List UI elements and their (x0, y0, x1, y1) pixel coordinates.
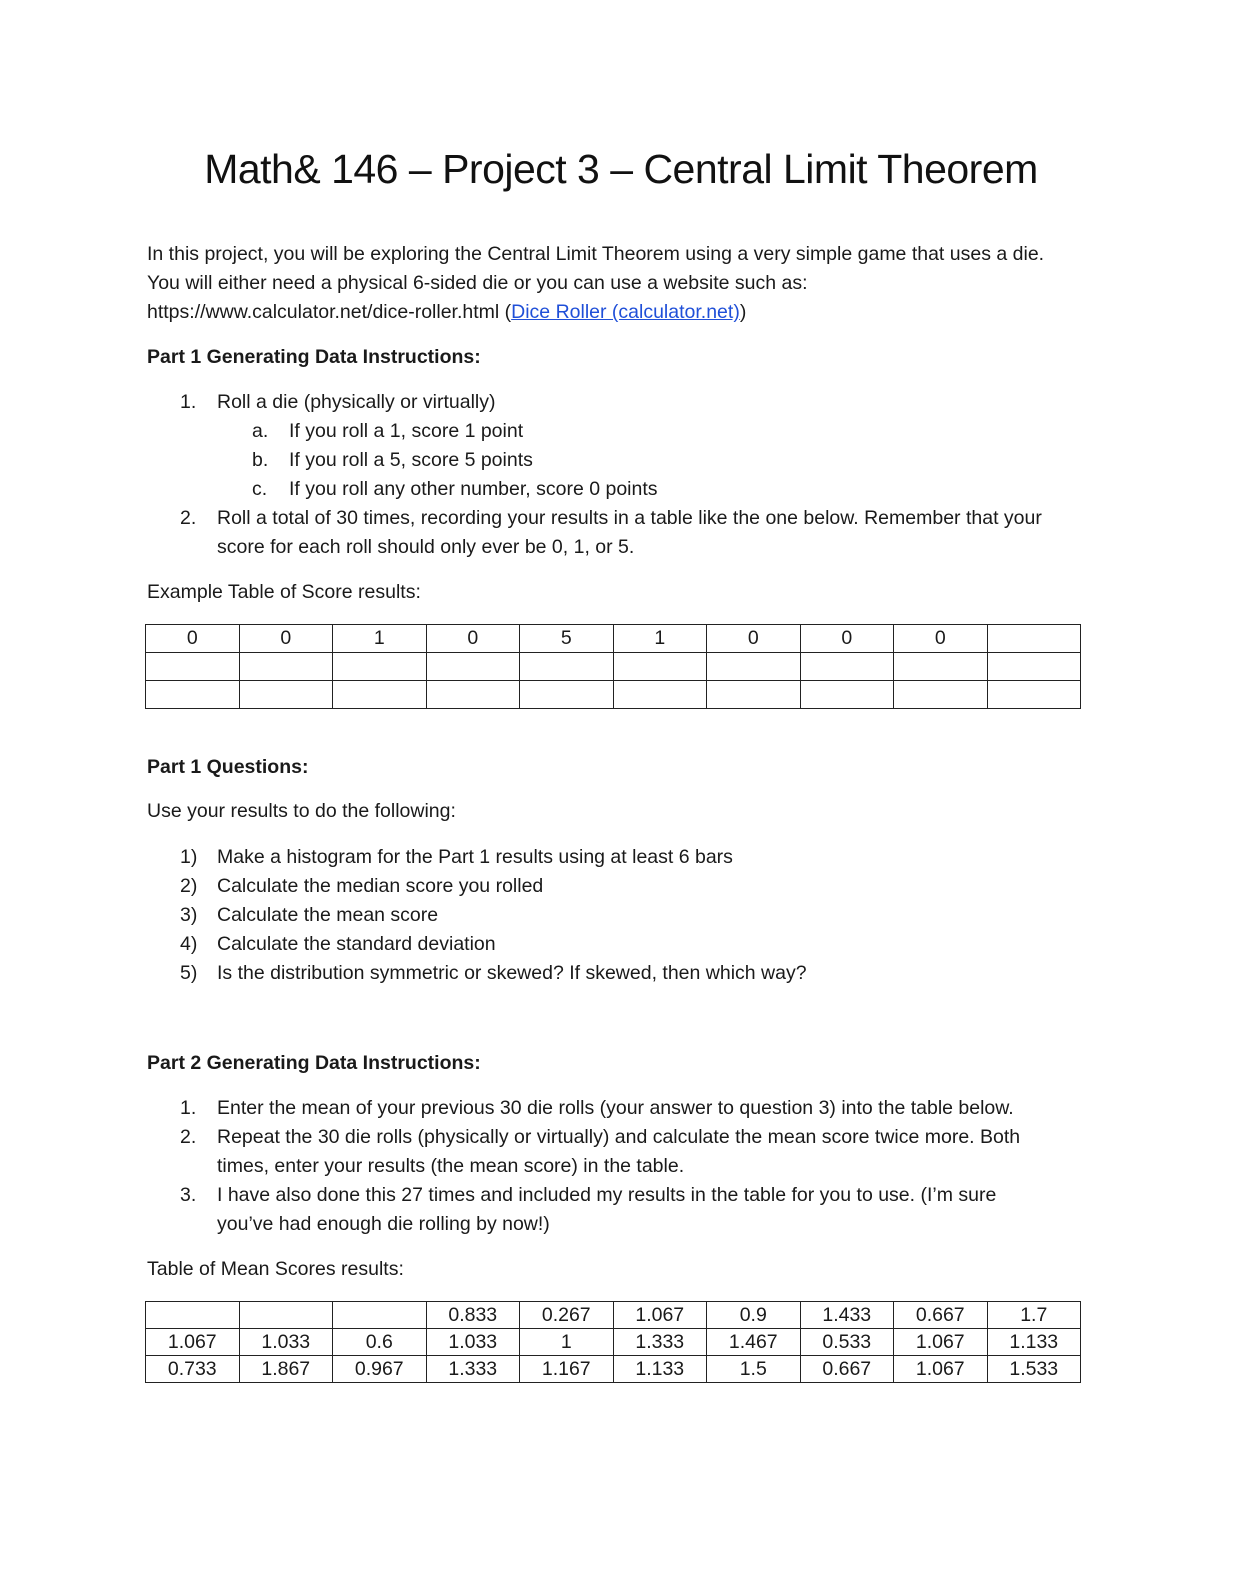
list-item: I have also done this 27 times and included my results in the table for you to use. (I’m sure (217, 1184, 997, 1206)
table-cell: 0.533 (800, 1329, 894, 1356)
table-cell (333, 1302, 427, 1329)
table-cell (146, 1302, 240, 1329)
table-cell: 0 (894, 625, 988, 653)
table-cell: 1.133 (987, 1329, 1081, 1356)
table-cell: 1 (613, 625, 707, 653)
part1-questions-intro: Use your results to do the following: (147, 800, 456, 822)
table-cell (987, 653, 1081, 681)
intro-line-1: In this project, you will be exploring the Central Limit Theorem using a very simple game that uses a die. (147, 243, 1045, 265)
list-number: 3. (180, 1184, 197, 1206)
table-cell: 1 (520, 1329, 614, 1356)
table-cell: 1.067 (894, 1329, 988, 1356)
table-cell: 1.5 (707, 1356, 801, 1383)
list-number: 2. (180, 1126, 197, 1148)
table-cell: 1.433 (800, 1302, 894, 1329)
sublist-item: If you roll a 5, score 5 points (289, 449, 533, 471)
table-cell: 1.167 (520, 1356, 614, 1383)
table-cell: 0.667 (894, 1302, 988, 1329)
table-cell (239, 1302, 333, 1329)
table-cell (800, 681, 894, 709)
table-cell (146, 653, 240, 681)
question-item: Calculate the median score you rolled (217, 875, 544, 897)
table-cell: 1.7 (987, 1302, 1081, 1329)
list-item: Roll a total of 30 times, recording your results in a table like the one below. Remember that your (217, 507, 1042, 529)
table-cell: 1.067 (894, 1356, 988, 1383)
table-cell: 1.033 (426, 1329, 520, 1356)
table-cell (239, 653, 333, 681)
example-table-caption: Example Table of Score results: (147, 581, 421, 603)
question-item: Calculate the mean score (217, 904, 439, 926)
table-cell (707, 681, 801, 709)
table-cell: 0.967 (333, 1356, 427, 1383)
part1-instructions-heading: Part 1 Generating Data Instructions: (147, 346, 481, 368)
table-cell: 0.733 (146, 1356, 240, 1383)
table-cell: 1 (333, 625, 427, 653)
intro-line-3 (147, 298, 746, 327)
table-cell: 5 (520, 625, 614, 653)
table-row (146, 1329, 1081, 1356)
list-item: Roll a die (physically or virtually) (217, 391, 496, 413)
table-cell (987, 625, 1081, 653)
question-item: Is the distribution symmetric or skewed? If skewed, then which way? (217, 962, 807, 984)
question-number: 4) (180, 933, 198, 955)
table-cell: 1.067 (613, 1302, 707, 1329)
table-cell: 1.867 (239, 1356, 333, 1383)
table-cell (894, 681, 988, 709)
table-cell: 0.833 (426, 1302, 520, 1329)
table-cell: 1.533 (987, 1356, 1081, 1383)
list-item: Enter the mean of your previous 30 die rolls (your answer to question 3) into the table below. (217, 1097, 1014, 1119)
part2-instructions-heading: Part 2 Generating Data Instructions: (147, 1052, 481, 1074)
list-number: 2. (180, 507, 197, 529)
dice-roller-link[interactable]: Dice Roller (calculator.net) (511, 301, 740, 323)
table-cell (613, 653, 707, 681)
page-title: Math& 146 – Project 3 – Central Limit Theorem (204, 146, 1038, 192)
table-cell: 0.667 (800, 1356, 894, 1383)
table-cell (426, 653, 520, 681)
list-item-continued: you’ve had enough die rolling by now!) (217, 1213, 550, 1235)
table-row (146, 1302, 1081, 1329)
table-cell: 0 (146, 625, 240, 653)
table-cell: 0.6 (333, 1329, 427, 1356)
table-cell: 1.133 (613, 1356, 707, 1383)
table-cell (333, 653, 427, 681)
table-cell (520, 681, 614, 709)
mean-scores-table (145, 1301, 1081, 1383)
list-item: Repeat the 30 die rolls (physically or virtually) and calculate the mean score twice more. Both (217, 1126, 1021, 1148)
table-cell: 1.333 (426, 1356, 520, 1383)
table-cell (894, 653, 988, 681)
table-cell (707, 653, 801, 681)
sublist-item: If you roll a 1, score 1 point (289, 420, 524, 442)
example-score-table (145, 624, 1081, 709)
table-cell: 0 (239, 625, 333, 653)
sublist-letter: b. (252, 449, 269, 471)
table-cell: 0 (800, 625, 894, 653)
sublist-item: If you roll any other number, score 0 points (289, 478, 658, 500)
table-cell: 1.467 (707, 1329, 801, 1356)
question-item: Calculate the standard deviation (217, 933, 496, 955)
question-number: 5) (180, 962, 198, 984)
table-cell (800, 653, 894, 681)
table-cell (613, 681, 707, 709)
sublist-letter: a. (252, 420, 269, 442)
table-cell: 0 (707, 625, 801, 653)
list-item-continued: times, enter your results (the mean score) in the table. (217, 1155, 685, 1177)
list-item-continued: score for each roll should only ever be 0, 1, or 5. (217, 536, 635, 558)
question-item: Make a histogram for the Part 1 results using at least 6 bars (217, 846, 733, 868)
table-cell: 0.9 (707, 1302, 801, 1329)
url-close: ) (739, 301, 747, 323)
table-row (146, 653, 1081, 681)
part1-questions-heading: Part 1 Questions: (147, 756, 309, 778)
table-cell (520, 653, 614, 681)
table-cell: 0 (426, 625, 520, 653)
sublist-letter: c. (252, 478, 268, 500)
list-number: 1. (180, 1097, 197, 1119)
means-table-caption: Table of Mean Scores results: (147, 1258, 404, 1280)
table-cell: 1.333 (613, 1329, 707, 1356)
question-number: 2) (180, 875, 198, 897)
table-cell: 1.067 (146, 1329, 240, 1356)
question-number: 3) (180, 904, 198, 926)
table-cell (426, 681, 520, 709)
table-cell: 0.267 (520, 1302, 614, 1329)
list-number: 1. (180, 391, 197, 413)
table-cell (987, 681, 1081, 709)
table-row (146, 625, 1081, 653)
intro-line-2: You will either need a physical 6-sided die or you can use a website such as: (147, 272, 808, 294)
table-cell (239, 681, 333, 709)
table-row (146, 681, 1081, 709)
table-cell (146, 681, 240, 709)
url-text: https://www.calculator.net/dice-roller.html ( (147, 301, 512, 323)
table-cell: 1.033 (239, 1329, 333, 1356)
table-row (146, 1356, 1081, 1383)
question-number: 1) (180, 846, 198, 868)
table-cell (333, 681, 427, 709)
